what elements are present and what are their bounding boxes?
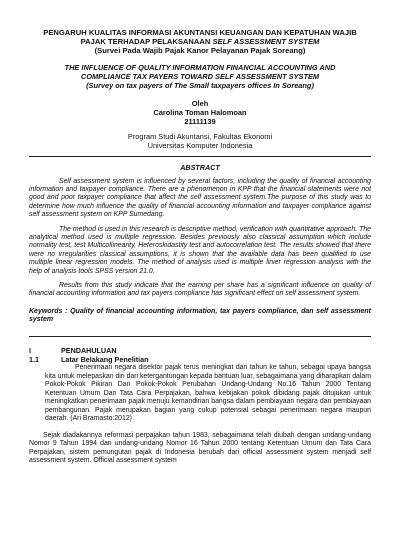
title-line-1: PENGARUH KUALITAS INFORMASI AKUNTANSI KEUANGAN DAN KEPATUHAN WAJIB — [43, 28, 357, 37]
author-id: 21111139 — [184, 116, 216, 126]
keywords: Keywords : Quality of financial accounting information, tax payers compliance, dan self assessment system — [29, 307, 371, 324]
english-title-line-2: COMPLIANCE TAX PAYERS TOWARD SELF ASSESSMENT SYSTEM — [80, 71, 320, 81]
author-name: Carolina Toman Halomoan — [153, 107, 247, 117]
affiliation-line-1: Program Studi Akuntansi, Fakultas Ekonomi — [127, 131, 273, 141]
section-heading — [29, 346, 371, 355]
affiliation-line-2: Universitas Komputer Indonesia — [147, 140, 253, 150]
abstract-paragraph-2: The method is used in this research is descriptive method, verification with quantitative approach. The analytical method used is multiple regression. Besides previously also classical assumption which include normality test, test Multicollinearity, Heteroskidastity test and autocorrelation test. The results showed that there were no irregularities classical assumptions, it is shown that the available data has been qualified to use multiple linear regression models. The method of analysis used is multiple linier regression analysis with the help of analysis tools SPSS version 21.0. — [29, 225, 371, 275]
english-title-line-1: THE INFLUENCE OF QUALITY INFORMATION FINANCIAL ACCOUNTING AND — [64, 62, 336, 72]
paper-page — [29, 28, 371, 466]
affiliation — [29, 132, 371, 150]
abstract-paragraph-3: Results from this study indicate that the earning per share has a significant influence on quality of financial accounting information and tax payers compliance has significant effect on self assessment system. — [29, 282, 371, 298]
divider-top — [29, 156, 371, 157]
title-line-2 — [29, 37, 371, 46]
title-line-3: (Survei Pada Wajib Pajak Kanor Pelayanan Pajak Soreang) — [94, 46, 306, 56]
author-block — [29, 99, 371, 126]
subsection-heading — [29, 355, 371, 364]
section-title: PENDAHULUAN — [61, 346, 117, 356]
divider-bottom — [29, 336, 371, 337]
title-line-2-italic: SELF ASSESSMENT SYSTEM — [212, 37, 320, 47]
body-paragraph-1: Penerimaan negara disektor pajak terus meningkat dari tahun ke tahun, sebagai upaya bangsa kita untuk melepaskan diri dari ketergantungan kepada bantuan luar, sebagaimana yang diharapkan dalam Pokok-Pokok Pikiran Dan Pokok-Pokok Perubahan Undang-Undang No.16 Tahun 2000 Tentang Ketentuan Umum Dan Tata Cara Perpajakan, bahwa kebijakan pokok dibidang pajak ditujukan untuk meningkatkan penerimaan pajak menuju kemandirian bangsa dalam pembiayaan negara dan pembiayaan pembangunan. Pajak merupakan bagian yang cukup potensial sebagai penerimaan negara maupun daerah. (Ari Bramasto:2012) — [45, 364, 371, 423]
author-by: Oleh — [191, 98, 209, 108]
subsection-number: 1.1 — [29, 355, 39, 365]
subsection-title: Latar Belakang Penelitian — [61, 355, 149, 365]
abstract-paragraph-1: Self assessment system is influenced by several factors, including the quality of financial accounting information and taxpayer compliance. There are a phenomenon in KPP that the financial statements were not good and poor taxpayer compliance that affect the self assessment system.The purpose of this study was to determine how much influence the quality of financial accounting information and taxpayer compliance against self assessment system on KPP Sumedang. — [29, 177, 371, 219]
title-line-2-text: PAJAK TERHADAP PELAKSANAAN — [80, 37, 213, 47]
english-title-line-3: (Survey on tax payers of The Small taxpayers offices In Soreang) — [86, 80, 314, 90]
paper-title — [29, 28, 371, 56]
english-title — [29, 63, 371, 90]
body-paragraph-2: Sejak diadakannya reformasi perpajakan tahun 1983, sebagaimana telah diubah dengan undang-undang Nomor 9 Tahun 1994 dan undang-undang Nomor 16 Tahun 2000 tentang Ketentuan Umum dan Tata Cara Perpajakan, sistem pemungutan pajak di Indonesia berubah dari official assessment system menjadi self assessment system. Official assessment system — [29, 431, 371, 465]
section-number: I — [29, 346, 31, 356]
abstract-heading: ABSTRACT — [180, 162, 220, 172]
